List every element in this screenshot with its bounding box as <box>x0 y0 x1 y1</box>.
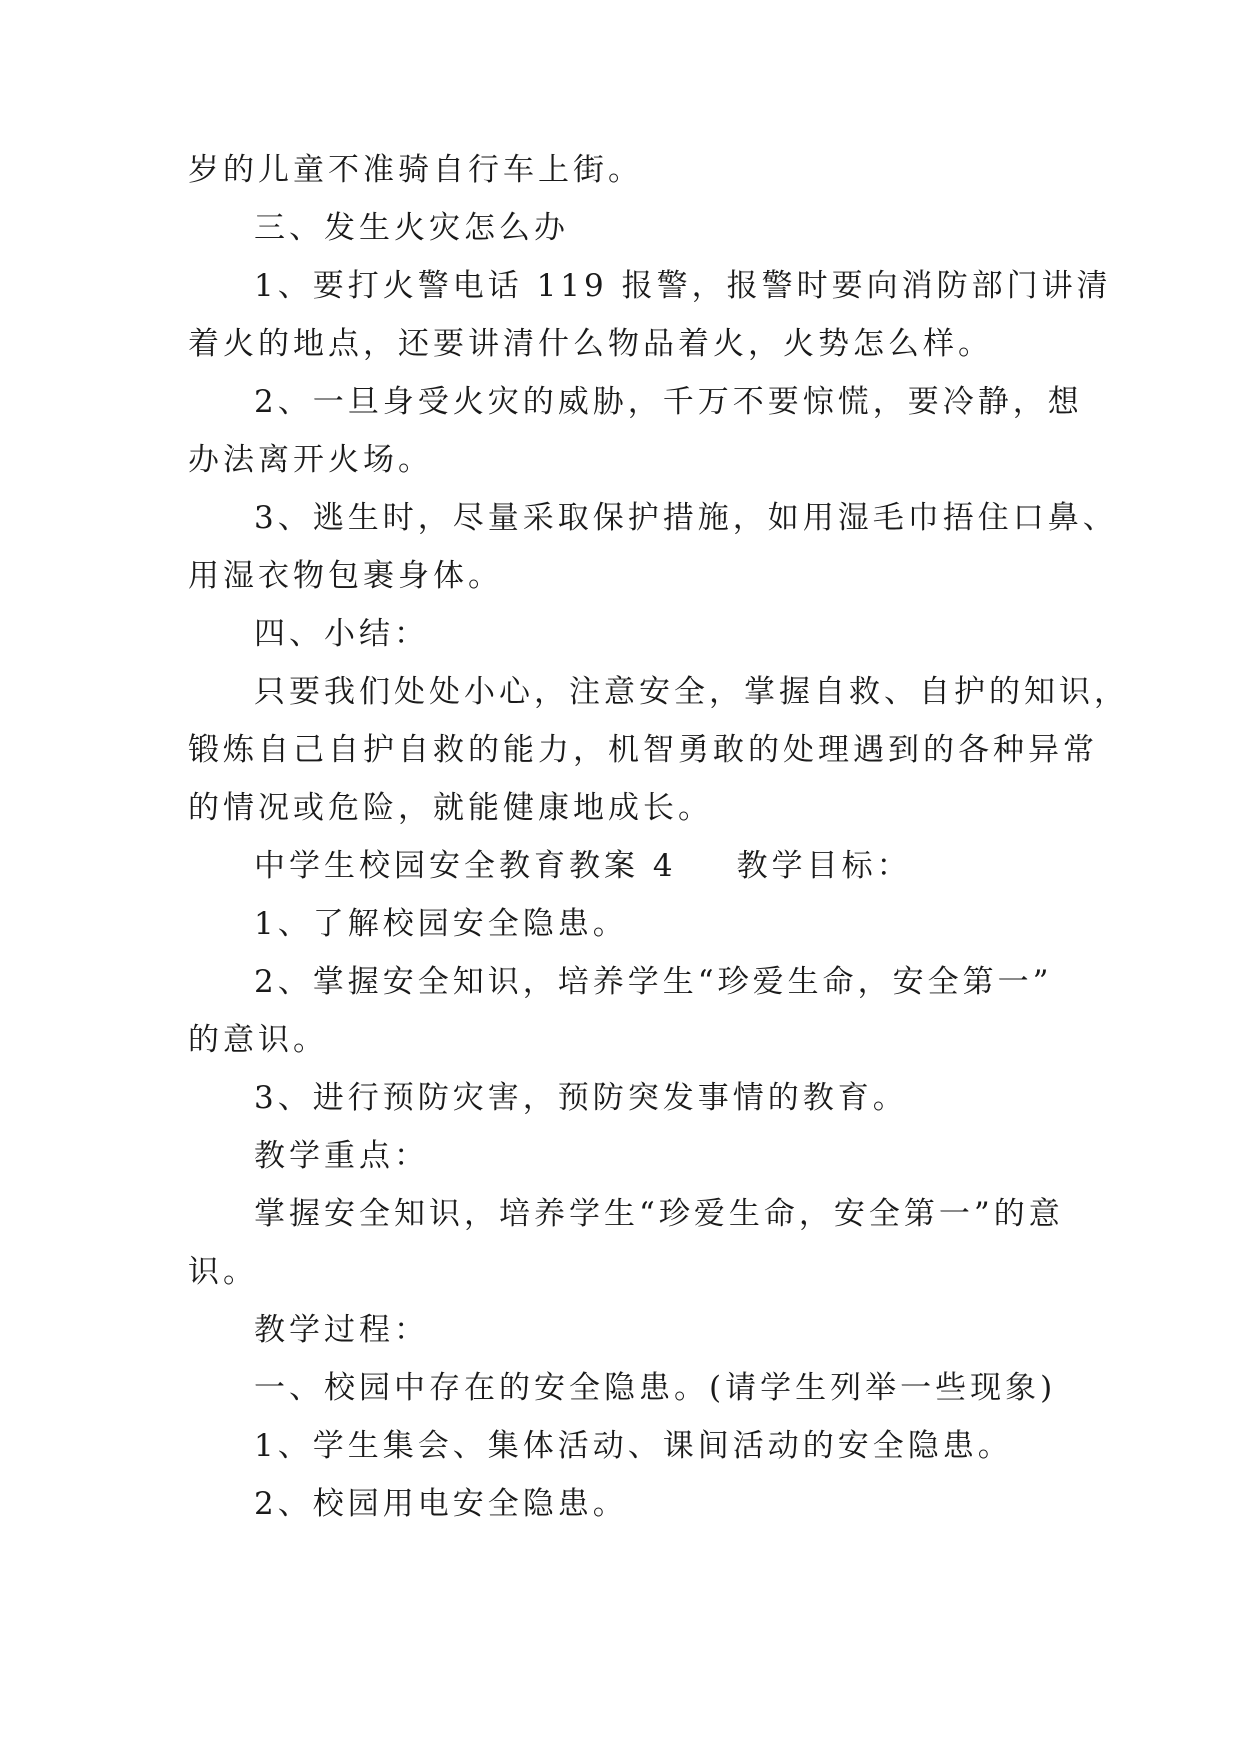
text-line: 掌握安全知识，培养学生“珍爱生命，安全第一”的意 <box>254 1196 1064 1232</box>
text-line: 2、一旦身受火灾的威胁，千万不要惊慌，要冷静，想 <box>254 384 1083 420</box>
text-line: 办法离开火场。 <box>188 442 433 478</box>
text-line: 1、要打火警电话 119 报警，报警时要向消防部门讲清 <box>254 268 1112 304</box>
text-line: 2、校园用电安全隐患。 <box>254 1486 628 1522</box>
text-line: 的意识。 <box>188 1022 328 1058</box>
text-line: 一、校园中存在的安全隐患。(请学生列举一些现象) <box>254 1370 1057 1406</box>
text-line: 锻炼自己自护自救的能力，机智勇敢的处理遇到的各种异常 <box>188 732 1098 768</box>
text-line: 1、了解校园安全隐患。 <box>254 906 628 942</box>
text-line: 3、进行预防灾害，预防突发事情的教育。 <box>254 1080 908 1116</box>
text-line: 3、逃生时，尽量采取保护措施，如用湿毛巾捂住口鼻、 <box>254 500 1118 536</box>
text-line: 用湿衣物包裹身体。 <box>188 558 503 594</box>
objectives-heading: 教学目标： <box>736 848 912 884</box>
text-line: 着火的地点，还要讲清什么物品着火，火势怎么样。 <box>188 326 993 362</box>
text-line: 1、学生集会、集体活动、课间活动的安全隐患。 <box>254 1428 1013 1464</box>
text-line: 只要我们处处小心，注意安全，掌握自救、自护的知识， <box>254 674 1129 710</box>
lesson-title: 中学生校园安全教育教案 4 <box>254 848 677 884</box>
section-heading: 教学重点： <box>254 1138 429 1174</box>
section-heading: 教学过程： <box>254 1312 429 1348</box>
text-line: 识。 <box>188 1254 258 1290</box>
section-heading: 三、发生火灾怎么办 <box>254 210 569 246</box>
text-line: 的情况或危险，就能健康地成长。 <box>188 790 713 826</box>
text-line: 2、掌握安全知识，培养学生“珍爱生命，安全第一” <box>254 964 1053 1000</box>
lesson-title-line <box>254 846 912 886</box>
text-line: 岁的儿童不准骑自行车上街。 <box>188 152 643 188</box>
section-heading: 四、小结： <box>254 616 429 652</box>
